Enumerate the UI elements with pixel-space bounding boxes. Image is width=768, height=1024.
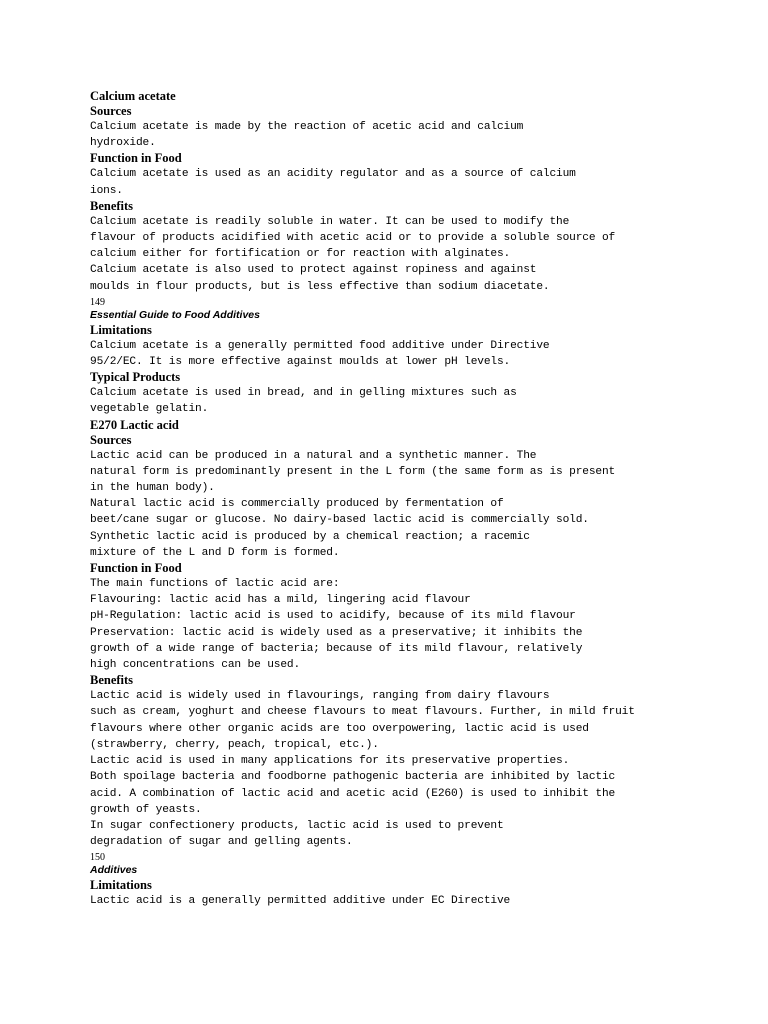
body-line: Calcium acetate is used as an acidity regulator and as a source of calcium [90, 168, 576, 181]
body-line: Both spoilage bacteria and foodborne pathogenic bacteria are inhibited by lactic [90, 771, 616, 784]
body-line: Lactic acid is widely used in flavourings, ranging from dairy flavours [90, 690, 550, 703]
page-number: 149 [90, 296, 105, 308]
body-line: moulds in flour products, but is less effective than sodium diacetate. [90, 280, 550, 293]
body-line: Calcium acetate is used in bread, and in gelling mixtures such as [90, 387, 517, 400]
body-line: Calcium acetate is a generally permitted food additive under Directive [90, 339, 550, 352]
body-line: flavours where other organic acids are too overpowering, lactic acid is used [90, 722, 589, 735]
document-page [90, 89, 750, 910]
body-line: 95/2/EC. It is more effective against moulds at lower pH levels. [90, 356, 511, 369]
body-line: beet/cane sugar or glucose. No dairy-based lactic acid is commercially sold. [90, 514, 589, 527]
body-line: Lactic acid can be produced in a natural and a synthetic manner. The [90, 449, 537, 462]
body-line: vegetable gelatin. [90, 403, 209, 416]
subheading-typical-products: Typical Products [90, 370, 181, 385]
subheading-limitations: Limitations [90, 878, 152, 893]
body-line: Calcium acetate is readily soluble in water. It can be used to modify the [90, 215, 570, 228]
running-header: Additives [90, 864, 138, 877]
body-line: high concentrations can be used. [90, 659, 301, 672]
body-line: natural form is predominantly present in the L form (the same form as is present [90, 465, 616, 478]
body-line: flavour of products acidified with acetic acid or to provide a soluble source of [90, 232, 616, 245]
body-line: in the human body). [90, 482, 215, 495]
body-line: ions. [90, 184, 123, 197]
body-line: acid. A combination of lactic acid and acetic acid (E260) is used to inhibit the [90, 787, 616, 800]
body-line: Lactic acid is used in many applications for its preservative properties. [90, 755, 570, 768]
subheading-sources: Sources [90, 432, 132, 447]
heading-e270-lactic-acid: E270 Lactic acid [90, 417, 179, 432]
heading-calcium-acetate: Calcium acetate [90, 89, 176, 103]
body-line: The main functions of lactic acid are: [90, 578, 340, 591]
body-line: Preservation: lactic acid is widely used as a preservative; it inhibits the [90, 626, 583, 639]
subheading-function-in-food: Function in Food [90, 151, 182, 166]
body-line: Calcium acetate is made by the reaction of acetic acid and calcium [90, 121, 524, 133]
body-line: Synthetic lactic acid is produced by a chemical reaction; a racemic [90, 530, 530, 543]
body-line: Lactic acid is a generally permitted additive under EC Directive [90, 895, 511, 908]
page-number: 150 [90, 852, 105, 864]
subheading-sources: Sources [90, 104, 132, 118]
subheading-limitations: Limitations [90, 322, 152, 337]
running-header: Essential Guide to Food Additives [90, 308, 260, 321]
body-line: degradation of sugar and gelling agents. [90, 836, 353, 849]
body-line: Natural lactic acid is commercially produced by fermentation of [90, 498, 504, 511]
body-line: calcium either for fortification or for reaction with alginates. [90, 248, 511, 261]
subheading-benefits: Benefits [90, 673, 134, 688]
subheading-function-in-food: Function in Food [90, 561, 182, 576]
body-line: mixture of the L and D form is formed. [90, 546, 340, 559]
body-line: growth of a wide range of bacteria; because of its mild flavour, relatively [90, 642, 583, 655]
body-line: In sugar confectionery products, lactic acid is used to prevent [90, 819, 504, 832]
body-line: growth of yeasts. [90, 803, 202, 816]
body-line: Calcium acetate is also used to protect against ropiness and against [90, 264, 537, 277]
body-line: hydroxide. [90, 137, 156, 150]
body-line: Flavouring: lactic acid has a mild, lingering acid flavour [90, 594, 471, 607]
body-line: pH-Regulation: lactic acid is used to acidify, because of its mild flavour [90, 610, 576, 623]
subheading-benefits: Benefits [90, 198, 134, 213]
body-line: (strawberry, cherry, peach, tropical, etc.). [90, 738, 379, 751]
body-line: such as cream, yoghurt and cheese flavours to meat flavours. Further, in mild fruit [90, 706, 635, 719]
